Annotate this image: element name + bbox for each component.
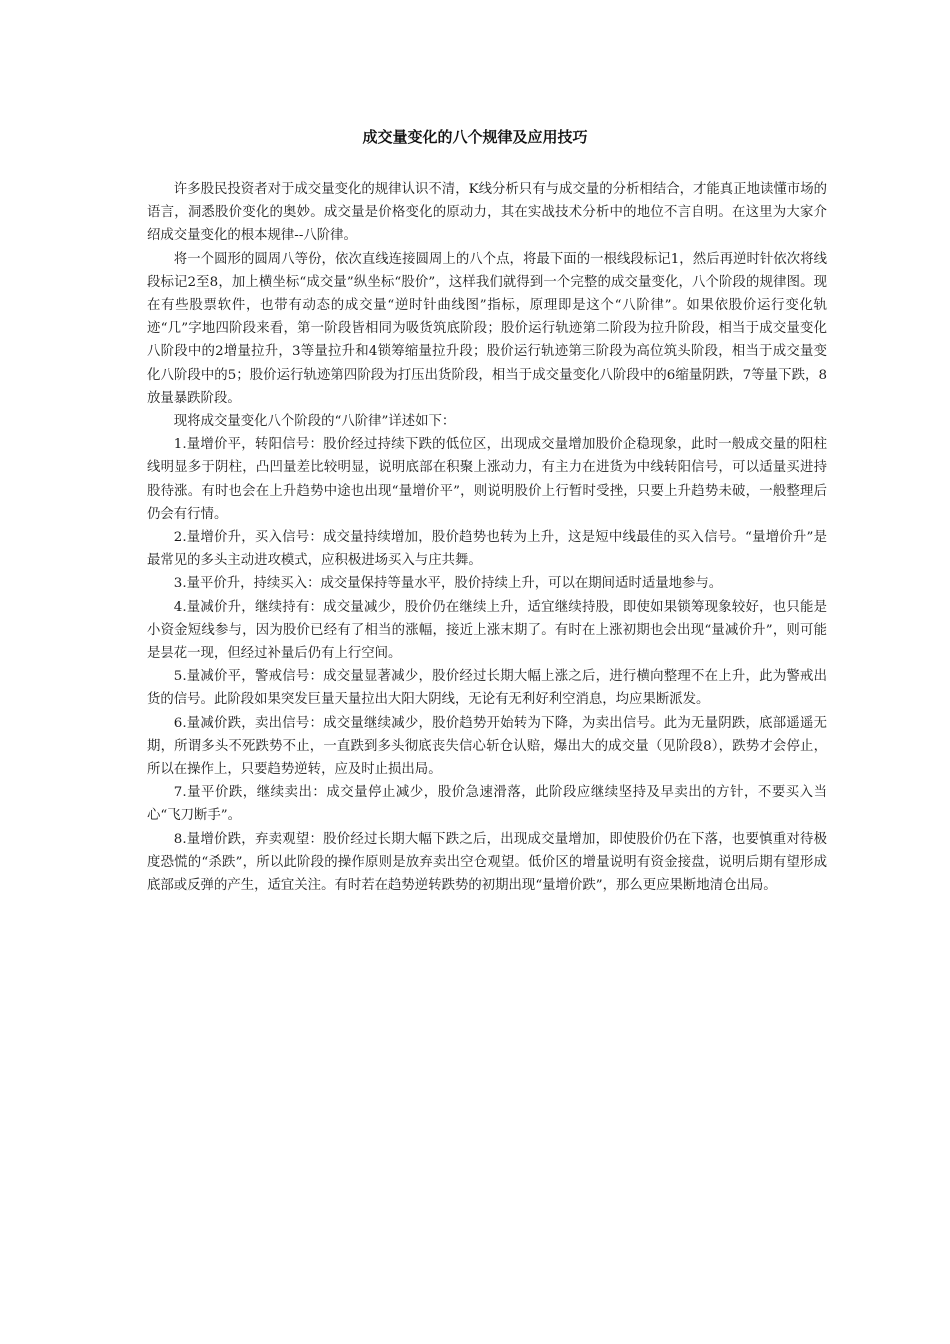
document-body [147, 178, 827, 897]
paragraph-intro: 许多股民投资者对于成交量变化的规律认识不清，K线分析只有与成交量的分析相结合，才能真正地读懂市场的语言，洞悉股价变化的奥妙。成交量是价格变化的原动力，其在实战技术分析中的地位不言自明。在这里为大家介绍成交量变化的根本规律--八阶律。 [147, 182, 827, 244]
paragraph-stage-1: 1.量增价平，转阳信号：股价经过持续下跌的低位区，出现成交量增加股价企稳现象，此时一般成交量的阳柱线明显多于阴柱，凸凹量差比较明显，说明底部在积聚上涨动力，有主力在进货为中线转阳信号，可以适量买进持股待涨。有时也会在上升趋势中途也出现“量增价平”，则说明股价上行暂时受挫，只要上升趋势未破，一般整理后仍会有行情。 [147, 437, 827, 522]
paragraph-circle-method: 将一个圆形的圆周八等份，依次直线连接圆周上的八个点，将最下面的一根线段标记1，然后再逆时针依次将线段标记2至8，加上横坐标“成交量”纵坐标“股价”，这样我们就得到一个完整的成交量变化，八个阶段的规律图。现在有些股票软件，也带有动态的成交量“逆时针曲线图”指标，原理即是这个“八阶律”。如果依股价运行变化轨迹“几”字地四阶段来看，第一阶段皆相同为吸货筑底阶段；股价运行轨迹第二阶段为拉升阶段，相当于成交量变化八阶段中的2增量拉升，3等量拉升和4锁筹缩量拉升段；股价运行轨迹第三阶段为高位筑头阶段，相当于成交量变化八阶段中的5；股价运行轨迹第四阶段为打压出货阶段，相当于成交量变化八阶段中的6缩量阴跌，7等量下跌，8放量暴跌阶段。 [147, 251, 827, 406]
paragraph-lead-in: 现将成交量变化八个阶段的“八阶律”详述如下： [173, 414, 456, 430]
paragraph-stage-8: 8.量增价跌，弃卖观望：股价经过长期大幅下跌之后，出现成交量增加，即使股价仍在下落，也要慎重对待极度恐慌的“杀跌”，所以此阶段的操作原则是放弃卖出空仓观望。低价区的增量说明有资金接盘，说明后期有望形成底部或反弹的产生，适宜关注。有时若在趋势逆转跌势的初期出现“量增价跌”，那么更应果断地清仓出局。 [147, 831, 827, 894]
paragraph-stage-4: 4.量减价升，继续持有：成交量减少，股价仍在继续上升，适宜继续持股，即使如果锁筹现象较好，也只能是小资金短线参与，因为股价已经有了相当的涨幅，接近上涨末期了。有时在上涨初期也会出现“量减价升”，则可能是昙花一现，但经过补量后仍有上行空间。 [147, 599, 827, 662]
paragraph-stage-2: 2.量增价升，买入信号：成交量持续增加，股价趋势也转为上升，这是短中线最佳的买入信号。“量增价升”是最常见的多头主动进攻模式，应积极进场买入与庄共舞。 [147, 530, 827, 569]
paragraph-stage-6: 6.量减价跌，卖出信号：成交量继续减少，股价趋势开始转为下降，为卖出信号。此为无量阴跌，底部遥遥无期，所谓多头不死跌势不止，一直跌到多头彻底丧失信心斩仓认赔，爆出大的成交量（见阶段8），跌势才会停止，所以在操作上，只要趋势逆转，应及时止损出局。 [147, 715, 827, 778]
paragraph-stage-7: 7.量平价跌，继续卖出：成交量停止减少，股价急速滑落，此阶段应继续坚持及早卖出的方针，不要买入当心“飞刀断手”。 [147, 785, 827, 824]
document-title: 成交量变化的八个规律及应用技巧 [362, 128, 588, 146]
paragraph-stage-5: 5.量减价平，警戒信号：成交量显著减少，股价经过长期大幅上涨之后，进行横向整理不在上升，此为警戒出货的信号。此阶段如果突发巨量天量拉出大阳大阴线，无论有无利好利空消息，均应果断派发。 [147, 669, 827, 708]
paragraph-stage-3: 3.量平价升，持续买入：成交量保持等量水平，股价持续上升，可以在期间适时适量地参与。 [173, 576, 723, 592]
